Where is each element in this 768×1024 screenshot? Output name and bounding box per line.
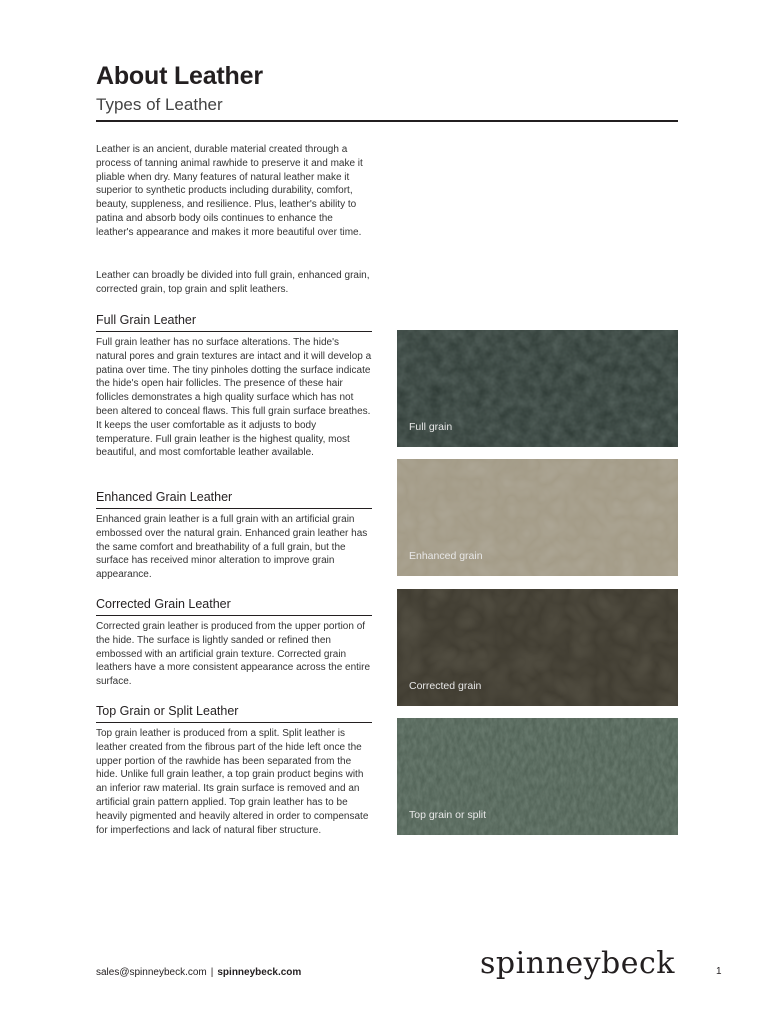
email-link[interactable]: sales@spinneybeck.com [96, 967, 207, 978]
swatch-full-grain [397, 330, 678, 447]
page-number: 1 [716, 966, 722, 977]
intro-paragraph: Leather is an ancient, durable material created through a process of tanning animal rawhide to preserve it and make it pliable when dry. Many features of natural leather make it superior to synthetic products including durability, comfort, beauty, suppleness, and resilience. Plus, leather's ability to patina and absorb body oils continues to enhance the leather's appearance and makes it more beautiful over time. [96, 144, 363, 238]
brand-logo: spinneybeck [480, 946, 675, 981]
intro-paragraph-types: Leather can broadly be divided into full grain, enhanced grain, corrected grain, top grain and split leathers. [96, 270, 370, 295]
section-heading: Top Grain or Split Leather [96, 704, 372, 723]
swatch-label: Top grain or split [409, 809, 487, 821]
section-top-grain-split [96, 704, 372, 837]
swatch-label: Corrected grain [409, 680, 482, 692]
website-link[interactable]: spinneybeck.com [217, 967, 302, 978]
swatch-top-grain-split [397, 718, 678, 835]
footer-contact [96, 967, 301, 978]
section-enhanced-grain [96, 490, 372, 582]
section-heading: Full Grain Leather [96, 313, 372, 332]
swatch-enhanced-grain [397, 459, 678, 576]
section-body: Top grain leather is produced from a split. Split leather is leather created from the fibrous part of the hide left once the upper portion of the rawhide has been separated from the hide. Unlike full grain leather, a top grain product begins with an inferior raw material. Its grain surface is removed and an artificial grain pattern applied. Top grain leather has to be heavily pigmented and heavily altered in order to compensate for imperfections and lack of natural fiber structure. [96, 728, 369, 836]
page-title: About Leather [96, 62, 263, 90]
swatch-label: Full grain [409, 421, 453, 433]
page-subtitle: Types of Leather [96, 95, 223, 114]
section-full-grain [96, 313, 372, 460]
swatch-label: Enhanced grain [409, 550, 483, 562]
title-divider [96, 120, 678, 122]
section-body: Full grain leather has no surface alterations. The hide's natural pores and grain textures are intact and it will develop a patina over time. The tiny pinholes dotting the surface indicate the hide's open hair follicles. The presence of these hair follicles demonstrates a high quality surface which has not been altered to conceal flaws. This full grain surface breathes. It keeps the user comfortable as it adjusts to body temperature. Full grain leather is the highest quality, most beautiful, and most comfortable leather available. [96, 337, 372, 459]
swatch-corrected-grain [397, 589, 678, 706]
section-body: Corrected grain leather is produced from the upper portion of the hide. The surface is lightly sanded or refined then embossed with an artificial grain texture. Corrected grain leathers have a more consistent appearance across the entire surface. [96, 621, 371, 688]
section-body: Enhanced grain leather is a full grain with an artificial grain embossed over the natural grain. Enhanced grain leather has the same comfort and breathability of a full grain, but the surface has received minor alteration to improve grain appearance. [96, 514, 368, 581]
section-heading: Corrected Grain Leather [96, 597, 372, 616]
section-corrected-grain [96, 597, 372, 689]
footer-separator: | [210, 967, 214, 978]
section-heading: Enhanced Grain Leather [96, 490, 372, 509]
